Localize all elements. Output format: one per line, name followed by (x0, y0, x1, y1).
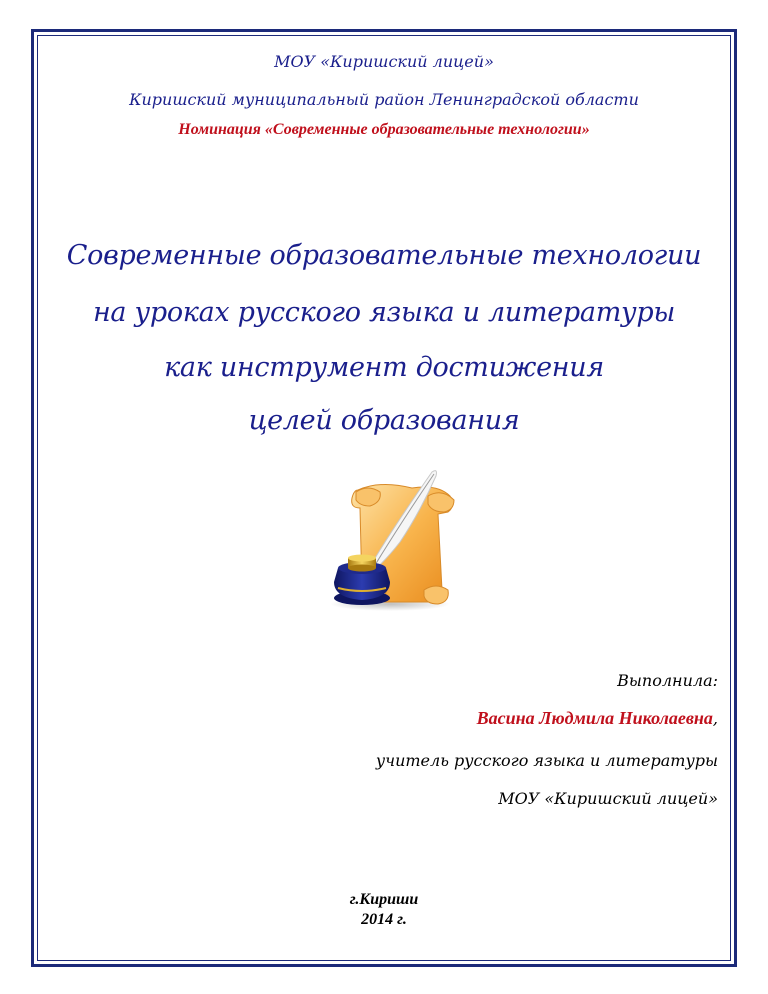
district-name: Киришский муниципальный район Ленинградской области (129, 90, 639, 109)
author-organization: МОУ «Киришский лицей» (498, 789, 718, 808)
author-name: Васина Людмила Николаевна (476, 708, 713, 728)
nomination-label: Номинация «Современные образовательные технологии» (178, 121, 590, 138)
author-label: Выполнила: (617, 671, 718, 690)
title-line-2: на уроках русского языка и литературы (92, 297, 676, 328)
author-name-line (477, 708, 718, 729)
title-line-1: Современные образовательные технологии (66, 240, 702, 271)
title-line-4: целей образования (248, 405, 520, 436)
school-name: МОУ «Киришский лицей» (274, 52, 494, 71)
scroll-with-quill-and-inkwell-icon (320, 462, 470, 612)
footer-city: г.Кириши (349, 891, 419, 908)
author-position: учитель русского языка и литературы (375, 751, 718, 770)
title-line-3: как инструмент достижения (164, 352, 604, 383)
footer-year: 2014 г. (361, 911, 407, 928)
author-name-comma: , (712, 709, 718, 728)
